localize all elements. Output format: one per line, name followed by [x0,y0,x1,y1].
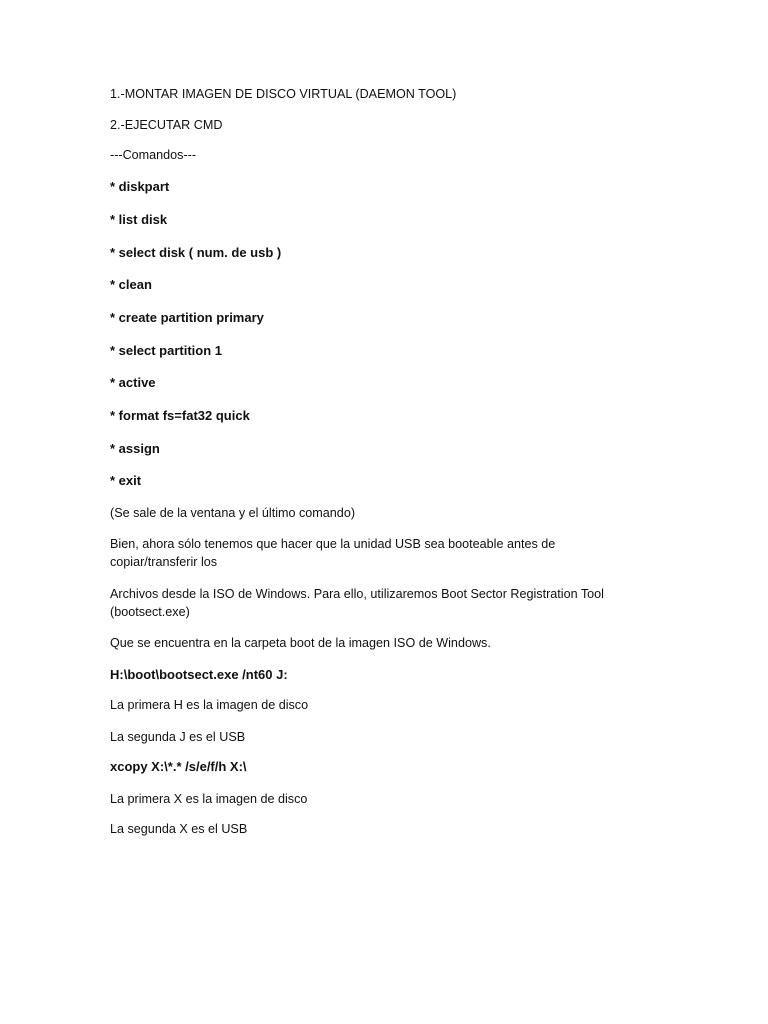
command-list-disk: * list disk [110,212,168,227]
command-exit: * exit [110,473,142,488]
command-format: * format fs=fat32 quick [110,408,250,423]
command-select-partition: * select partition 1 [110,343,222,358]
command-select-disk: * select disk ( num. de usb ) [110,245,282,260]
step-mount-image: 1.-MONTAR IMAGEN DE DISCO VIRTUAL (DAEMON TOOL) [110,87,457,101]
command-clean: * clean [110,277,152,292]
bootable-paragraph: Bien, ahora sólo tenemos que hacer que la unidad USB sea booteable antes de copiar/transferir los [110,537,556,569]
command-create-partition: * create partition primary [110,310,264,325]
bootsect-command: H:\boot\bootsect.exe /nt60 J: [110,667,288,682]
commands-heading: ---Comandos--- [110,148,197,162]
command-active: * active [110,375,156,390]
command-assign: * assign [110,441,160,456]
document-page [110,0,650,1024]
bootsect-paragraph: Archivos desde la ISO de Windows. Para ello, utilizaremos Boot Sector Registration Tool (bootsect.exe) [110,587,604,619]
step-run-cmd: 2.-EJECUTAR CMD [110,118,223,132]
boot-folder-note: Que se encuentra en la carpeta boot de la imagen ISO de Windows. [110,636,491,650]
command-diskpart: * diskpart [110,179,170,194]
note-first-h: La primera H es la imagen de disco [110,698,309,712]
xcopy-command: xcopy X:\*.* /s/e/f/h X:\ [110,759,247,774]
note-second-j: La segunda J es el USB [110,730,246,744]
note-first-x: La primera X es la imagen de disco [110,792,308,806]
note-second-x: La segunda X es el USB [110,822,248,836]
exit-note: (Se sale de la ventana y el último comando) [110,506,356,520]
